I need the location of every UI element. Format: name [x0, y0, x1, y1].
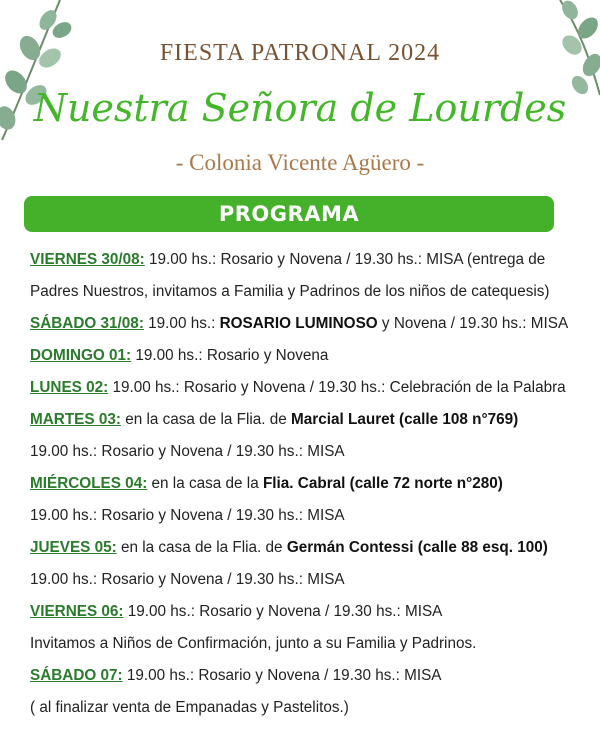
schedule-line	[30, 532, 590, 564]
schedule-day: MIÉRCOLES 04:	[30, 475, 148, 492]
schedule-bold-text: Germán Contessi (calle 88 esq. 100)	[286, 539, 548, 556]
program-banner	[24, 196, 554, 232]
schedule-text: en la casa de la	[147, 475, 263, 492]
schedule-text: 19.00 hs.: Rosario y Novena	[131, 347, 329, 364]
schedule-text: 19.00 hs.:	[143, 315, 220, 332]
location-subtitle: - Colonia Vicente Agüero -	[175, 150, 425, 175]
schedule-line	[30, 564, 590, 596]
schedule-text: Padres Nuestros, invitamos a Familia y Padrinos de los niños de catequesis)	[30, 283, 550, 300]
schedule-line	[30, 692, 590, 724]
schedule-line	[30, 468, 590, 500]
schedule-line	[30, 404, 590, 436]
schedule-day: SÁBADO 31/08:	[30, 315, 144, 332]
schedule-day: JUEVES 05:	[30, 539, 117, 556]
schedule-day: MARTES 03:	[30, 411, 121, 428]
schedule-line	[30, 500, 590, 532]
schedule-day: LUNES 02:	[30, 379, 109, 396]
event-title: FIESTA PATRONAL 2024	[159, 40, 441, 66]
schedule-day: VIERNES 06:	[30, 603, 124, 620]
program-schedule	[30, 244, 590, 724]
program-banner-label: PROGRAMA	[218, 202, 360, 226]
patron-saint-title: Nuestra Señora de Lourdes	[33, 86, 567, 130]
schedule-text: y Novena / 19.30 hs.: MISA	[377, 315, 569, 332]
schedule-text: 19.00 hs.: Rosario y Novena / 19.30 hs.: MISA	[30, 571, 345, 588]
schedule-text: 19.00 hs.: Rosario y Novena / 19.30 hs.: MISA	[30, 443, 345, 460]
schedule-text: ( al finalizar venta de Empanadas y Pastelitos.)	[30, 699, 349, 716]
schedule-line	[30, 340, 590, 372]
schedule-day: SÁBADO 07:	[30, 667, 123, 684]
schedule-day: DOMINGO 01:	[30, 347, 132, 364]
schedule-text: 19.00 hs.: Rosario y Novena / 19.30 hs.: MISA (entrega de	[144, 251, 546, 268]
schedule-bold-text: ROSARIO LUMINOSO	[219, 315, 378, 332]
schedule-text: en la casa de la Flia. de	[116, 539, 287, 556]
schedule-text: en la casa de la Flia. de	[120, 411, 292, 428]
schedule-line	[30, 436, 590, 468]
schedule-line	[30, 276, 590, 308]
schedule-line	[30, 308, 590, 340]
schedule-day: VIERNES 30/08:	[30, 251, 145, 268]
schedule-line	[30, 596, 590, 628]
schedule-text: 19.00 hs.: Rosario y Novena / 19.30 hs.: MISA	[123, 603, 443, 620]
schedule-line	[30, 628, 590, 660]
schedule-line	[30, 660, 590, 692]
schedule-bold-text: Marcial Lauret (calle 108 n°769)	[291, 411, 519, 428]
schedule-text: 19.00 hs.: Rosario y Novena / 19.30 hs.: MISA	[30, 507, 345, 524]
schedule-text: Invitamos a Niños de Confirmación, junto a su Familia y Padrinos.	[30, 635, 477, 652]
schedule-text: 19.00 hs.: Rosario y Novena / 19.30 hs.: MISA	[122, 667, 442, 684]
schedule-bold-text: Flia. Cabral (calle 72 norte n°280)	[262, 475, 503, 492]
schedule-line	[30, 372, 590, 404]
schedule-line	[30, 244, 590, 276]
schedule-text: 19.00 hs.: Rosario y Novena / 19.30 hs.: Celebración de la Palabra	[108, 379, 566, 396]
